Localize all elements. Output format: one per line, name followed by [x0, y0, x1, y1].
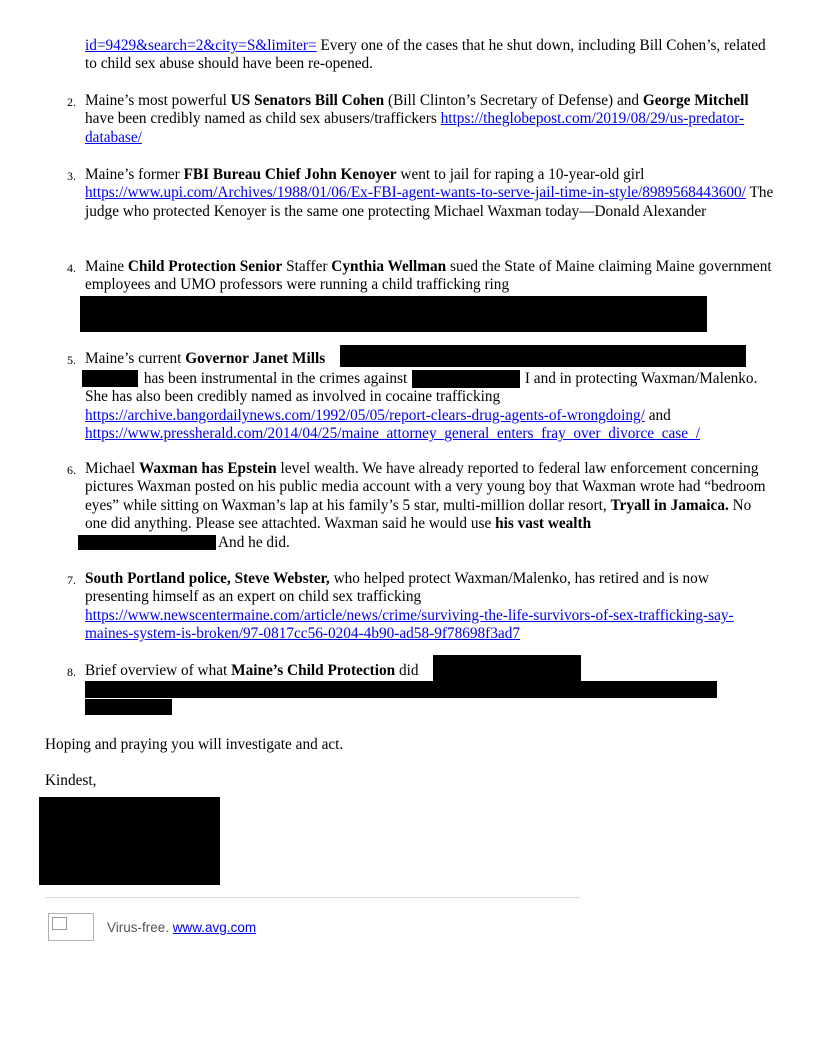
item7-number: 7. — [67, 573, 76, 587]
item8-bold: Maine’s Child Protection — [231, 662, 396, 679]
list-item-6 — [67, 460, 775, 534]
item2-text: Maine’s most powerful — [85, 92, 231, 109]
item3-text: Maine’s former — [85, 166, 184, 183]
footer — [48, 912, 256, 942]
list-item-1 — [85, 37, 775, 74]
item3-link[interactable]: https://www.upi.com/Archives/1988/01/06/Ex-FBI-agent-wants-to-serve-jail-time-in-style/8989568443600/ — [85, 184, 746, 202]
item4-text: Staffer — [282, 258, 332, 275]
redaction-inline — [412, 370, 520, 388]
item6-text: level wealth. We have already reported to federal law enforcement concerning pictures Waxman posted on his public media account with a very young boy that Waxman wrote had “bedroom eyes” while sitting on Waxman’s lap at his family’s 5 star, multi-million dollar resort, — [85, 460, 766, 514]
redaction-bar — [78, 535, 216, 550]
item5-text: Maine’s current — [85, 350, 186, 367]
item5-text: I and in protecting Waxman/Malenko. She has also been credibly named as involved in cocaine trafficking — [85, 370, 758, 406]
footer-link[interactable]: www.avg.com — [172, 919, 257, 935]
item4-text: sued the State of Maine claiming Maine government employees and UMO professors were running a child trafficking ring — [85, 258, 772, 294]
item1-text: Every one of the cases that he shut down, including Bill Cohen’s, related to child sex abuse should have been re-opened. — [85, 37, 766, 73]
item6-bold: Waxman has Epstein — [138, 460, 277, 477]
item2-bold: US Senators Bill Cohen — [230, 92, 385, 109]
item3-bold: FBI Bureau Chief John Kenoyer — [183, 166, 397, 183]
item4-bold: Child Protection Senior — [127, 258, 283, 275]
item4-bold: Cynthia Wellman — [331, 258, 447, 275]
broken-image-icon — [48, 913, 94, 941]
item7-bold: South Portland police, Steve Webster, — [85, 570, 330, 587]
redaction-bar — [80, 296, 707, 332]
item3-number: 3. — [67, 169, 76, 183]
closing-text: Hoping and praying you will investigate and act. — [45, 736, 344, 753]
item6-number: 6. — [67, 463, 76, 477]
list-item-8 — [67, 662, 775, 680]
list-item-6-cont — [218, 534, 618, 552]
signature-redaction — [39, 797, 220, 885]
item5-link-2[interactable]: https://www.pressherald.com/2014/04/25/maine_attorney_general_enters_fray_over_divorce_case_/ — [85, 425, 700, 443]
list-item-2 — [67, 92, 775, 147]
signoff-text: Kindest, — [45, 772, 97, 789]
item6-text: And he did. — [218, 534, 290, 551]
item4-text: Maine — [85, 258, 128, 275]
item7-link[interactable]: https://www.newscentermaine.com/article/news/crime/surviving-the-life-survivors-of-sex-trafficking-say-maines-system-is-broken/97-0817cc56-0204-4b90-ad58-9f78698f3ad7 — [85, 606, 734, 643]
item2-bold: George Mitchell — [642, 92, 749, 109]
redaction-bar — [85, 681, 717, 698]
item4-number: 4. — [67, 261, 76, 275]
item5-number: 5. — [67, 353, 76, 367]
redaction-bar — [85, 699, 172, 715]
item5-text: and — [644, 406, 671, 424]
item6-bold: Tryall in Jamaica. — [610, 496, 729, 514]
item5-link-1[interactable]: https://archive.bangordailynews.com/1992/05/05/report-clears-drug-agents-of-wrongdoing/ — [85, 406, 645, 424]
item5-text: has been instrumental in the crimes against — [140, 370, 412, 387]
list-item-4 — [67, 258, 775, 295]
item6-bold: his vast wealth — [495, 515, 592, 533]
item3-text: The judge who protected Kenoyer is the same one protecting Michael Waxman today—Donald Alexander — [85, 184, 774, 220]
redaction-bar — [433, 655, 581, 681]
item1-link[interactable]: id=9429&search=2&city=S&limiter= — [85, 37, 317, 54]
list-item-7 — [67, 570, 775, 644]
item6-text: Michael — [85, 460, 139, 477]
redaction-bar — [340, 345, 746, 367]
list-item-5-cont — [85, 370, 775, 444]
item2-link[interactable]: https://theglobepost.com/2019/08/29/us-predator-database/ — [85, 110, 745, 146]
item8-text: Brief overview of what — [85, 662, 232, 679]
item2-text: (Bill Clinton’s Secretary of Defense) and — [384, 92, 643, 109]
item8-text: did — [395, 662, 419, 679]
item2-text: have been credibly named as child sex abusers/traffickers — [85, 110, 441, 128]
list-item-3 — [67, 166, 775, 221]
footer-text: Virus-free. — [107, 919, 170, 935]
item6-text: No one did anything. Please see attachted. Waxman said he would use — [85, 496, 752, 533]
footer-divider — [45, 897, 580, 898]
item8-number: 8. — [67, 665, 76, 679]
item2-number: 2. — [67, 95, 76, 109]
item7-text: who helped protect Waxman/Malenko, has retired and is now presenting himself as an expert on child sex trafficking — [85, 570, 709, 606]
item3-text: went to jail for raping a 10-year-old girl — [396, 166, 645, 183]
item5-bold: Governor Janet Mills — [185, 350, 326, 367]
